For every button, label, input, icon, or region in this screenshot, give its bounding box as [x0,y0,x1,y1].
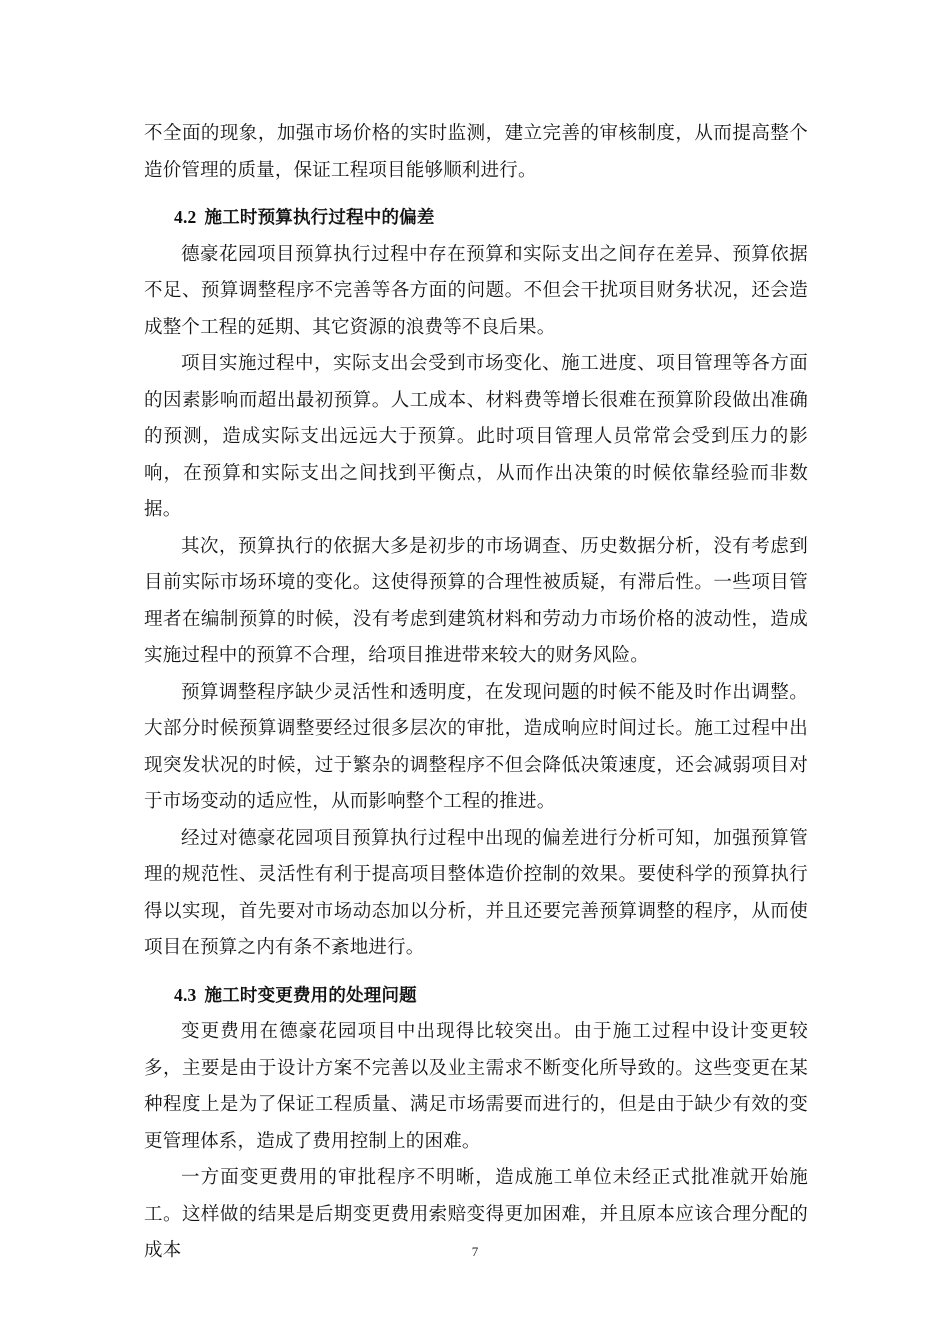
page-number: 7 [471,1244,479,1259]
section-heading-4-2 [144,199,808,237]
paragraph: 一方面变更费用的审批程序不明晰，造成施工单位未经正式批准就开始施工。这样做的结果是后期变更费用索赔变得更加困难，并且原本应该合理分配的成本 [144,1167,808,1261]
paragraph: 其次，预算执行的依据大多是初步的市场调查、历史数据分析，没有考虑到目前实际市场环境的变化。这使得预算的合理性被质疑，有滞后性。一些项目管理者在编制预算的时候，没有考虑到建筑材料和劳动力市场价格的波动性，造成实施过程中的预算不合理，给项目推进带来较大的财务风险。 [144,535,808,666]
section-number: 4.3 [174,984,197,1005]
paragraph: 预算调整程序缺少灵活性和透明度，在发现问题的时候不能及时作出调整。大部分时候预算调整要经过很多层次的审批，造成响应时间过长。施工过程中出现突发状况的时候，过于繁杂的调整程序不但会降低决策速度，还会减弱项目对于市场变动的适应性，从而影响整个工程的推进。 [144,681,808,812]
document-page [144,116,808,1270]
paragraph: 变更费用在德豪花园项目中出现得比较突出。由于施工过程中设计变更较多，主要是由于设计方案不完善以及业主需求不断变化所导致的。这些变更在某种程度上是为了保证工程质量、满足市场需要而进行的，但是由于缺少有效的变更管理体系，造成了费用控制上的困难。 [144,1021,808,1152]
paragraph: 经过对德豪花园项目预算执行过程中出现的偏差进行分析可知，加强预算管理的规范性、灵活性有利于提高项目整体造价控制的效果。要使科学的预算执行得以实现，首先要对市场动态加以分析，并且还要完善预算调整的程序，从而使项目在预算之内有条不紊地进行。 [144,827,808,958]
paragraph-continued: 不全面的现象，加强市场价格的实时监测，建立完善的审核制度，从而提高整个造价管理的质量，保证工程项目能够顺利进行。 [144,123,808,181]
section-title: 施工时变更费用的处理问题 [204,985,417,1006]
paragraph: 项目实施过程中，实际支出会受到市场变化、施工进度、项目管理等各方面的因素影响而超出最初预算。人工成本、材料费等增长很难在预算阶段做出准确的预测，造成实际支出远远大于预算。此时项目管理人员常常会受到压力的影响，在预算和实际支出之间找到平衡点，从而作出决策的时候依靠经验而非数据。 [144,353,808,520]
section-number: 4.2 [174,207,197,227]
section-heading-4-3 [144,977,808,1015]
paragraph: 德豪花园项目预算执行过程中存在预算和实际支出之间存在差异、预算依据不足、预算调整程序不完善等各方面的问题。不但会干扰项目财务状况，还会造成整个工程的延期、其它资源的浪费等不良后果。 [144,243,808,338]
section-title: 施工时预算执行过程中的偏差 [204,208,435,228]
